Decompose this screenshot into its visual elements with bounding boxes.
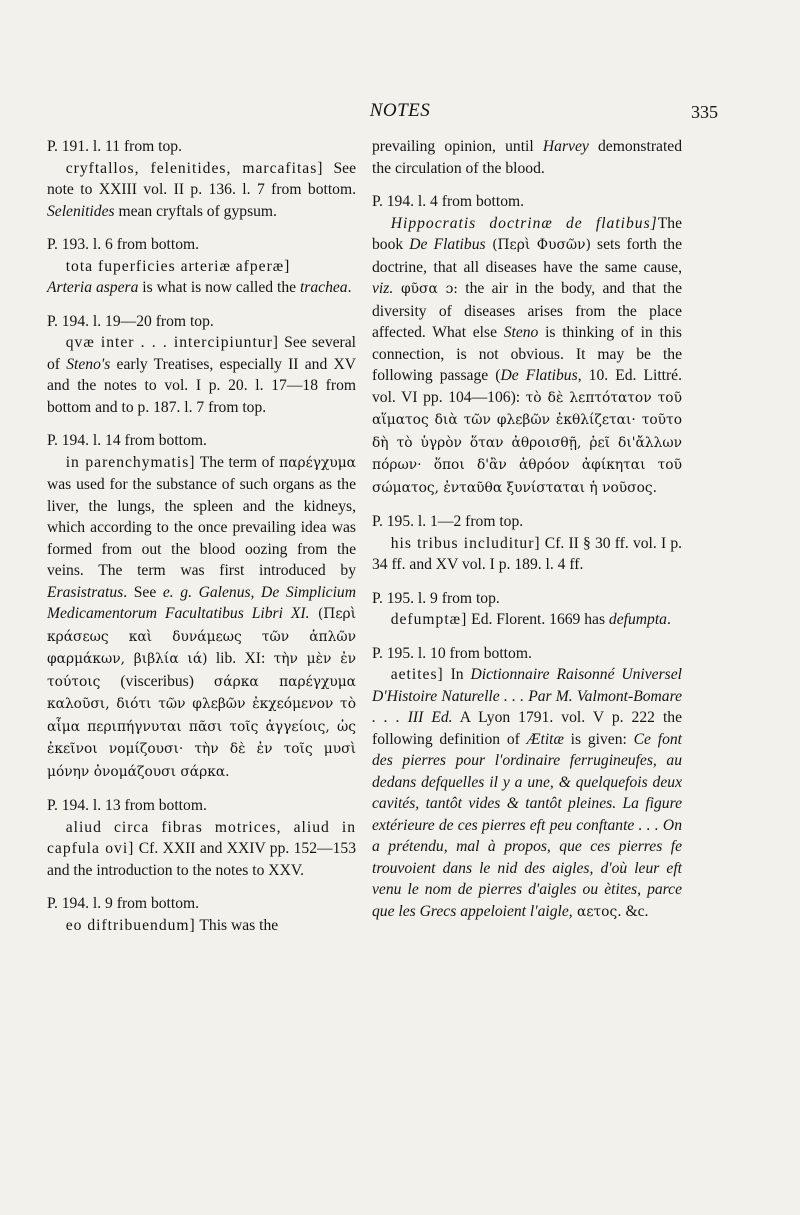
note-text: is thinking of in this connection, is not obvious. It may be the following passage ( xyxy=(372,324,682,384)
note-entry xyxy=(47,311,356,419)
note-italic: De Flatibus xyxy=(500,367,578,384)
note-italic: e. g. Galenus, De Simplicium Medicamentorum Facultatibus Libri XI. xyxy=(47,583,356,622)
note-italic: Steno xyxy=(503,324,539,341)
note-reference: P. 194. l. 14 from bottom. xyxy=(47,432,207,449)
note-body xyxy=(372,609,682,631)
note-entry xyxy=(47,893,356,936)
note-entry xyxy=(372,191,682,499)
right-column xyxy=(372,136,682,935)
running-header: NOTES xyxy=(369,100,431,121)
note-lemma: qvæ inter . . . intercipiuntur] xyxy=(65,334,279,351)
note-text: is given: xyxy=(563,730,634,748)
left-column xyxy=(47,136,356,948)
greek-text: (Περὶ Φυσῶν) xyxy=(485,237,591,253)
note-reference: P. 191. l. 11 from top. xyxy=(47,138,183,155)
note-reference: P. 195. l. 10 from bottom. xyxy=(372,644,532,662)
note-body xyxy=(372,213,682,500)
greek-text: (Περὶ κράσεως καὶ δυνάμεως τῶν ἁπλῶν φαρμάκων, βιβλία ιά) xyxy=(47,606,356,667)
note-text: Ed. Florent. 1669 has xyxy=(467,611,609,628)
note-text: In xyxy=(443,666,471,683)
note-text: Cf. II § 30 ff. vol. I p. 34 ff. and XV vol. I p. 189. l. 4 ff. xyxy=(372,534,683,573)
note-italic: viz. xyxy=(372,280,394,297)
note-text: demonstrated the circulation of the blood. xyxy=(372,138,683,177)
note-italic: Ætitæ xyxy=(526,730,564,748)
note-reference: P. 194. l. 13 from bottom. xyxy=(47,797,207,814)
note-lemma: cryftallos, felenitides, marcafitas] xyxy=(65,159,324,177)
note-text: early Treatises, especially II and XV and the notes to vol. I p. 20. l. 17—18 from bottom and to p. 187. l. 7 from top. xyxy=(47,355,356,416)
note-reference: P. 195. l. 1—2 from top. xyxy=(372,513,524,530)
note-italic: defumpta xyxy=(608,611,667,628)
note-text: The book xyxy=(372,214,682,253)
note-lemma: in parenchymatis] xyxy=(65,453,196,471)
note-text: See several of xyxy=(47,334,357,373)
page-number: 335 xyxy=(691,102,718,122)
note-reference: P. 194. l. 9 from bottom. xyxy=(47,895,200,912)
note-body xyxy=(47,158,356,223)
greek-text: τὸ δὲ λεπτότατον τοῦ αἵματος διὰ τῶν φλεβῶν ἐκθλίζεται· τοῦτο δὴ τὸ ὑγρὸν ὅταν ἀθροισθῇ, ῥεῖ δι'ἄλλων πόρων· ὅποι δ'ἂν ἀθρόον ἀφίκηται τοῦ σώματος, ἐνταῦθα ξυνίσταται ἡ νοῦσος. xyxy=(372,389,682,496)
note-lemma: defumptæ] xyxy=(390,611,468,628)
note-body xyxy=(47,915,356,937)
note-lemma: aliud circa fibras motrices, aliud in capfula ovi] xyxy=(47,818,356,857)
note-body xyxy=(47,817,356,882)
note-body xyxy=(372,136,682,179)
greek-text: σάρκα παρέγχυμα καλοῦσι, διότι τῶν φλεβῶν ἐκχεόμενον τὸ αἷμα περιπήγνυται πᾶσι τοῖς ἀγγείοις, ὡς ἐκεῖνοι νομίζουσι· τὴν δὲ ἐν τοῖς μυσὶ μόνην ὀνομάζουσι σάρκα. xyxy=(47,673,356,780)
note-text: A Lyon 1791. vol. V p. 222 the following definition of xyxy=(372,709,682,748)
note-body xyxy=(372,664,682,923)
note-text: (visceribus) xyxy=(100,672,214,690)
note-text: is what is now called the xyxy=(138,279,300,296)
note-text: This was the xyxy=(195,916,279,934)
note-italic: Selenitides xyxy=(47,202,115,220)
note-reference: P. 193. l. 6 from bottom. xyxy=(47,236,200,253)
note-text: See note to XXIII vol. II p. 136. l. 7 from bottom. xyxy=(47,159,356,198)
note-lemma: tota fuperficies arteriæ afperæ] xyxy=(65,257,291,275)
note-lemma: eo diftribuendum] xyxy=(65,916,196,934)
note-lemma: aetites] xyxy=(390,666,444,683)
note-text: The term of xyxy=(195,453,280,471)
greek-text: φῦσα ɔ: xyxy=(393,281,458,297)
note-italic: trachea xyxy=(299,279,348,296)
greek-text: παρέγχυμα xyxy=(279,454,356,471)
note-italic: Arteria aspera xyxy=(47,279,139,296)
note-lemma: his tribus includitur] xyxy=(390,534,541,552)
note-entry xyxy=(47,795,356,881)
note-body xyxy=(47,256,356,299)
note-text: the air in the body, and that the diversity of diseases arises from the place affected. What else xyxy=(372,280,682,341)
note-italic: Ce font des pierres pour l'ordinaire ferrugineufes, au dedans defquelles il y a une, & quelquefois deux cavités, tantôt vides & tantôt pleines. La figure extérieure de ces pierres eft peu conftante . . . On a prétendu, mal à propos, que ces pierres fe trouvoient dans le nid des aigles, d'où leur eft venu le nom de pierres d'aigles ou ètites, parce que les Grecs appeloient l'aigle, xyxy=(372,730,682,920)
note-continuation xyxy=(372,136,682,179)
note-text: Cf. XXII and XXIV pp. 152—153 and the introduction to the notes to XXV. xyxy=(47,840,357,879)
note-body xyxy=(47,332,356,418)
note-reference: P. 194. l. 4 from bottom. xyxy=(372,193,525,210)
note-text: , 10. Ed. Littré. vol. VI pp. 104—106): xyxy=(372,367,683,406)
note-text: prevailing opinion, until xyxy=(372,138,543,155)
note-italic: Harvey xyxy=(542,138,589,155)
note-text: sets forth the doctrine, that all diseases have the same cause, xyxy=(372,236,682,276)
note-entry xyxy=(47,430,356,783)
note-reference: P. 195. l. 9 from top. xyxy=(372,589,500,607)
note-italic: De Flatibus xyxy=(409,236,486,253)
note-entry xyxy=(47,234,356,299)
greek-text: τὴν μὲν ἐν τούτοις xyxy=(47,651,357,690)
note-text: . xyxy=(347,279,352,296)
note-italic: Erasistratus xyxy=(47,583,124,601)
note-italic: Dictionnaire Raisonné Universel D'Histoire Naturelle . . . Par M. Valmont-Bomare . . . III Ed. xyxy=(372,666,682,726)
note-text: . See xyxy=(123,583,163,601)
note-text: mean cryftals of gypsum. xyxy=(114,202,277,220)
greek-text: αετος. xyxy=(572,903,622,920)
note-text: . xyxy=(666,611,671,628)
note-entry xyxy=(47,136,356,222)
note-body xyxy=(47,452,356,784)
note-reference: P. 194. l. 19—20 from top. xyxy=(47,312,214,330)
note-entry xyxy=(372,588,682,631)
note-text: was used for the substance of such organs as the liver, the lungs, the spleen and the kidneys, which according to the once prevailing idea was formed from out the blood oozing from the veins. The term was first introduced by xyxy=(47,476,356,579)
note-text: lib. XI: xyxy=(207,650,274,667)
note-text: &c. xyxy=(621,902,649,920)
note-lemma: Hippocratis doctrinæ de flatibus] xyxy=(390,214,658,232)
note-italic: Steno's xyxy=(66,355,111,373)
note-entry xyxy=(372,511,682,576)
note-entry xyxy=(372,643,682,924)
note-body xyxy=(372,533,682,576)
